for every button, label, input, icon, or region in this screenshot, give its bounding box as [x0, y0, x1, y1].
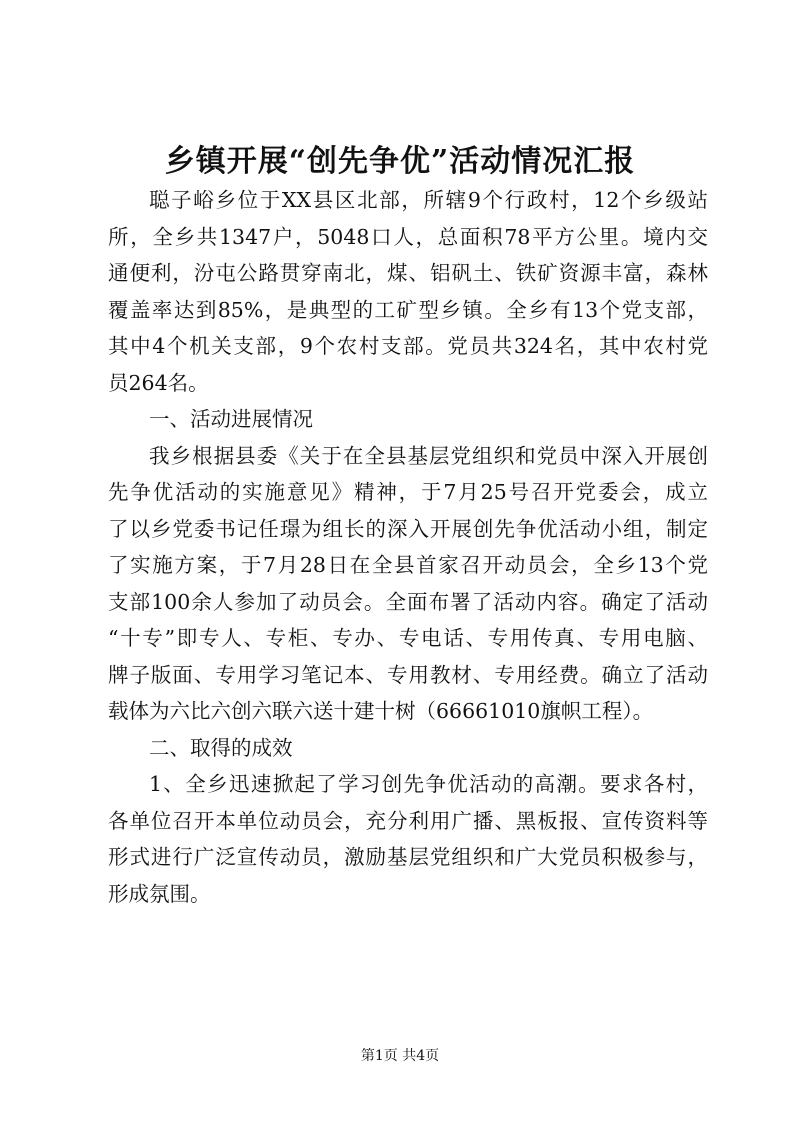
document-body: [108, 182, 708, 912]
paragraph-line: 1、全乡迅速掀起了学习创先争优活动的高潮。要求各村，: [149, 772, 708, 796]
paragraph-line: 聪子峪乡位于XX县区北部，所辖9个行政村，12个乡级站: [149, 188, 708, 212]
document-title: 乡镇开展“创先争优”活动情况汇报: [164, 144, 636, 179]
paragraph-line: 我乡根据县委《关于在全县基层党组织和党员中深入开展创: [149, 443, 708, 468]
paragraph-line: 所，全乡共1347户，5048口人，总面积78平方公里。境内交: [108, 224, 708, 249]
paragraph-line: 支部100余人参加了动员会。全面布署了活动内容。确定了活动: [108, 589, 708, 614]
paragraph-line: 形成氛围。: [108, 881, 211, 906]
paragraph-line: 覆盖率达到85%，是典型的工矿型乡镇。全乡有13个党支部，: [108, 297, 708, 322]
paragraph-line: 牌子版面、专用学习笔记本、专用教材、专用经费。确立了活动: [108, 662, 708, 687]
paragraph-line: 员264名。: [108, 370, 209, 395]
page-footer: 第1页 共4页: [360, 1048, 440, 1064]
paragraph-line: 通便利，汾屯公路贯穿南北，煤、铝矾土、铁矿资源丰富，森林: [108, 261, 708, 285]
section-heading: 二、取得的成效: [149, 735, 293, 760]
paragraph-line: 形式进行广泛宣传动员，激励基层党组织和广大党员积极参与，: [108, 845, 708, 869]
paragraph-line: 了以乡党委书记任璟为组长的深入开展创先争优活动小组，制定: [108, 516, 708, 541]
paragraph-line: 先争优活动的实施意见》精神，于7月25号召开党委会，成立: [108, 480, 708, 504]
paragraph-line: 了实施方案，于7月28日在全县首家召开动员会，全乡13个党: [108, 553, 708, 577]
section-heading: 一、活动进展情况: [149, 407, 313, 431]
paragraph-line: 其中4个机关支部，9个农村支部。党员共324名，其中农村党: [108, 334, 708, 358]
paragraph-line: “十专”即专人、专柜、专办、专电话、专用传真、专用电脑、: [108, 626, 708, 650]
paragraph-line: 各单位召开本单位动员会，充分利用广播、黑板报、宣传资料等: [108, 808, 708, 833]
paragraph-line: 载体为六比六创六联六送十建十树（66661010旗帜工程）。: [108, 699, 654, 723]
